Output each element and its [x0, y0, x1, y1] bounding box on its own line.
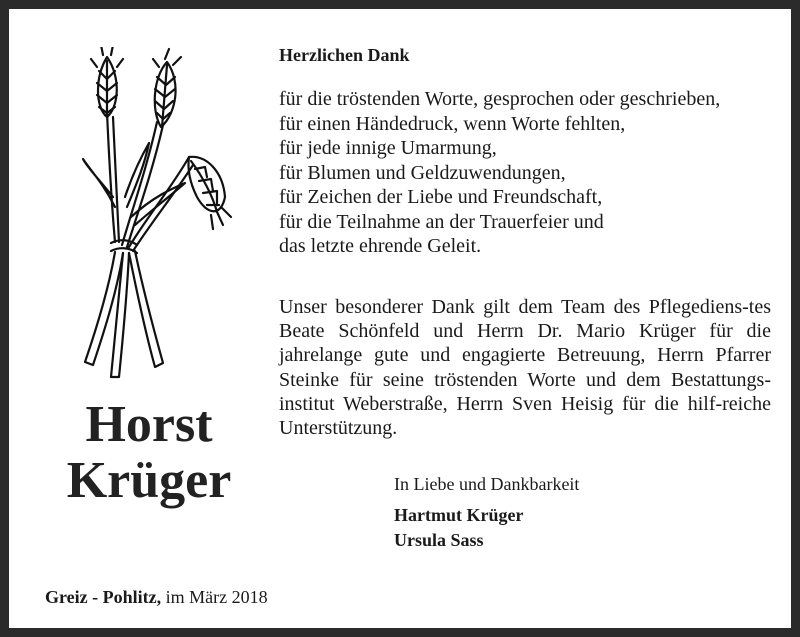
- place: Greiz - Pohlitz,: [45, 587, 162, 607]
- date: im März 2018: [165, 587, 268, 607]
- closing-line: In Liebe und Dankbarkeit: [394, 474, 580, 494]
- signatory-name: Ursula Sass: [394, 530, 484, 550]
- thanks-line: für einen Händedruck, wenn Worte fehlten,: [279, 112, 626, 135]
- wheat-sheaf-icon: [67, 47, 237, 387]
- special-thanks-paragraph: Unser besonderer Dank gilt dem Team des Pflegediens-tes Beate Schönfeld und Herrn Dr. Mario Krüger für die jahrelange gute und engagierte Betreuung, Herrn Pfarrer Steinke für seine tröstenden Worte und dem Bestattungs-institut Weberstraße, Herrn Sven Heisig für die hilf-reiche Unterstützung.: [279, 296, 771, 440]
- thanks-line: für die tröstenden Worte, gesprochen oder geschrieben,: [279, 88, 721, 110]
- thanks-line: das letzte ehrende Geleit.: [279, 235, 482, 257]
- heading-thanks: Herzlichen Dank: [279, 45, 410, 65]
- thanks-line: für Blumen und Geldzuwendungen,: [279, 161, 566, 184]
- thanks-line: für jede innige Umarmung,: [279, 137, 497, 159]
- thanks-line: für Zeichen der Liebe und Freundschaft,: [279, 186, 603, 208]
- deceased-first-name: Horst: [85, 396, 213, 453]
- thanks-lines: [279, 87, 720, 259]
- place-date-line: [45, 587, 268, 608]
- thanks-line: für die Teilnahme an der Trauerfeier und: [279, 210, 604, 233]
- signatory-name: Hartmut Krüger: [394, 505, 524, 525]
- deceased-last-name: Krüger: [66, 452, 232, 509]
